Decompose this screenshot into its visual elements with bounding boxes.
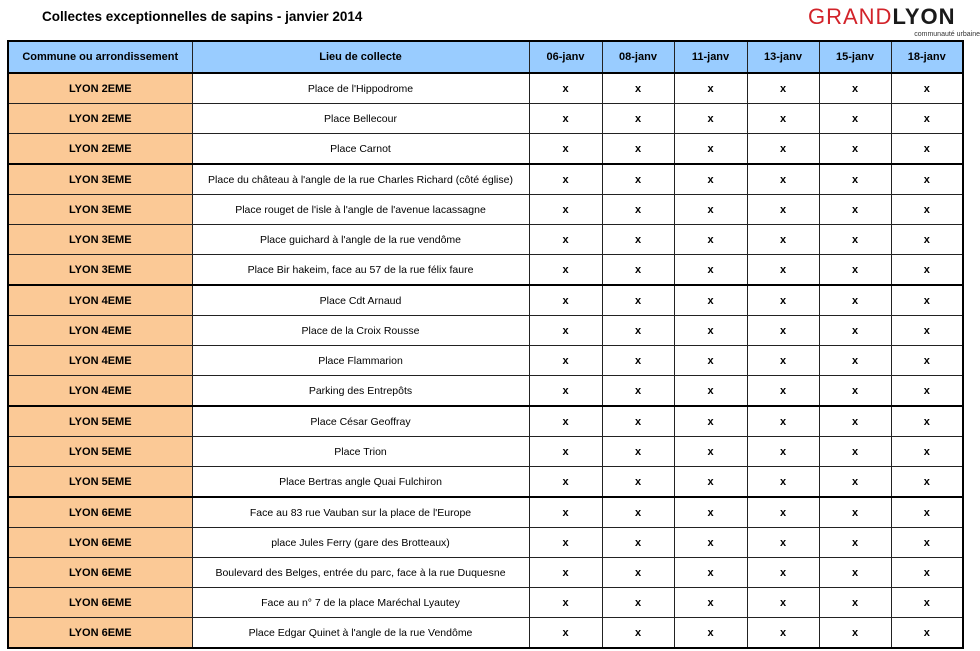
cell-commune: LYON 4EME	[8, 376, 192, 407]
table-row	[8, 376, 963, 407]
table-header-row	[8, 41, 963, 73]
cell-mark: x	[602, 73, 674, 104]
cell-commune: LYON 3EME	[8, 195, 192, 225]
table-row	[8, 195, 963, 225]
cell-mark: x	[747, 134, 819, 165]
cell-mark: x	[674, 437, 747, 467]
cell-mark: x	[602, 316, 674, 346]
cell-mark: x	[602, 255, 674, 286]
cell-mark: x	[602, 376, 674, 407]
cell-mark: x	[819, 437, 891, 467]
cell-mark: x	[747, 73, 819, 104]
cell-mark: x	[747, 225, 819, 255]
cell-lieu: Parking des Entrepôts	[192, 376, 529, 407]
header-date: 15-janv	[819, 41, 891, 73]
cell-mark: x	[674, 73, 747, 104]
cell-commune: LYON 6EME	[8, 558, 192, 588]
cell-mark: x	[529, 285, 602, 316]
cell-mark: x	[819, 558, 891, 588]
header-commune: Commune ou arrondissement	[8, 41, 192, 73]
cell-mark: x	[674, 104, 747, 134]
cell-mark: x	[529, 346, 602, 376]
cell-mark: x	[529, 406, 602, 437]
cell-lieu: Place de la Croix Rousse	[192, 316, 529, 346]
cell-mark: x	[819, 406, 891, 437]
cell-mark: x	[529, 497, 602, 528]
cell-commune: LYON 4EME	[8, 316, 192, 346]
table-row	[8, 255, 963, 286]
cell-mark: x	[602, 285, 674, 316]
table-row	[8, 558, 963, 588]
cell-mark: x	[891, 73, 963, 104]
cell-commune: LYON 5EME	[8, 437, 192, 467]
cell-mark: x	[674, 346, 747, 376]
table-row	[8, 104, 963, 134]
cell-commune: LYON 3EME	[8, 164, 192, 195]
cell-mark: x	[529, 134, 602, 165]
cell-lieu: Place Bertras angle Quai Fulchiron	[192, 467, 529, 498]
cell-mark: x	[602, 588, 674, 618]
cell-mark: x	[891, 437, 963, 467]
cell-mark: x	[674, 558, 747, 588]
cell-mark: x	[747, 588, 819, 618]
cell-lieu: Face au n° 7 de la place Maréchal Lyautey	[192, 588, 529, 618]
cell-mark: x	[602, 104, 674, 134]
cell-commune: LYON 2EME	[8, 104, 192, 134]
cell-mark: x	[529, 316, 602, 346]
cell-mark: x	[819, 376, 891, 407]
cell-lieu: Place Trion	[192, 437, 529, 467]
cell-mark: x	[674, 255, 747, 286]
table-row	[8, 346, 963, 376]
cell-commune: LYON 5EME	[8, 467, 192, 498]
cell-mark: x	[819, 467, 891, 498]
cell-mark: x	[747, 528, 819, 558]
cell-lieu: place Jules Ferry (gare des Brotteaux)	[192, 528, 529, 558]
cell-mark: x	[602, 164, 674, 195]
cell-mark: x	[891, 618, 963, 649]
cell-mark: x	[529, 255, 602, 286]
cell-lieu: Place Edgar Quinet à l'angle de la rue Vendôme	[192, 618, 529, 649]
cell-mark: x	[891, 346, 963, 376]
cell-lieu: Place de l'Hippodrome	[192, 73, 529, 104]
cell-mark: x	[819, 528, 891, 558]
cell-mark: x	[891, 528, 963, 558]
table-row	[8, 285, 963, 316]
cell-mark: x	[819, 346, 891, 376]
logo-grand-text: GRAND	[808, 4, 893, 29]
cell-commune: LYON 6EME	[8, 588, 192, 618]
cell-mark: x	[747, 316, 819, 346]
cell-mark: x	[674, 528, 747, 558]
cell-mark: x	[747, 285, 819, 316]
header-lieu: Lieu de collecte	[192, 41, 529, 73]
logo-subtitle: communauté urbaine	[914, 31, 980, 38]
cell-mark: x	[891, 588, 963, 618]
cell-mark: x	[674, 134, 747, 165]
cell-mark: x	[529, 558, 602, 588]
cell-mark: x	[529, 467, 602, 498]
cell-mark: x	[747, 104, 819, 134]
cell-mark: x	[674, 225, 747, 255]
cell-mark: x	[602, 618, 674, 649]
table-row	[8, 528, 963, 558]
cell-mark: x	[891, 255, 963, 286]
cell-mark: x	[891, 104, 963, 134]
cell-mark: x	[674, 316, 747, 346]
table-row	[8, 134, 963, 165]
cell-mark: x	[602, 467, 674, 498]
cell-commune: LYON 2EME	[8, 134, 192, 165]
cell-mark: x	[891, 285, 963, 316]
cell-mark: x	[747, 467, 819, 498]
cell-mark: x	[529, 528, 602, 558]
cell-mark: x	[674, 497, 747, 528]
logo-lyon-text: LYON	[892, 4, 956, 29]
cell-commune: LYON 3EME	[8, 255, 192, 286]
table-row	[8, 497, 963, 528]
table-row	[8, 164, 963, 195]
table-row	[8, 437, 963, 467]
cell-lieu: Place rouget de l'isle à l'angle de l'avenue lacassagne	[192, 195, 529, 225]
table-row	[8, 588, 963, 618]
cell-mark: x	[747, 376, 819, 407]
header-date: 08-janv	[602, 41, 674, 73]
cell-mark: x	[891, 195, 963, 225]
header-date: 18-janv	[891, 41, 963, 73]
cell-commune: LYON 6EME	[8, 618, 192, 649]
cell-mark: x	[602, 195, 674, 225]
cell-mark: x	[819, 134, 891, 165]
cell-mark: x	[674, 406, 747, 437]
cell-commune: LYON 4EME	[8, 346, 192, 376]
cell-lieu: Face au 83 rue Vauban sur la place de l'Europe	[192, 497, 529, 528]
cell-mark: x	[891, 134, 963, 165]
cell-mark: x	[602, 225, 674, 255]
cell-mark: x	[602, 437, 674, 467]
cell-mark: x	[747, 497, 819, 528]
cell-lieu: Place Carnot	[192, 134, 529, 165]
cell-mark: x	[819, 225, 891, 255]
cell-mark: x	[819, 618, 891, 649]
cell-mark: x	[602, 134, 674, 165]
cell-commune: LYON 2EME	[8, 73, 192, 104]
cell-mark: x	[891, 467, 963, 498]
cell-mark: x	[674, 164, 747, 195]
cell-mark: x	[891, 497, 963, 528]
cell-mark: x	[674, 376, 747, 407]
header-date: 13-janv	[747, 41, 819, 73]
table-row	[8, 406, 963, 437]
cell-commune: LYON 5EME	[8, 406, 192, 437]
table-row	[8, 618, 963, 649]
cell-lieu: Place Bir hakeim, face au 57 de la rue félix faure	[192, 255, 529, 286]
cell-mark: x	[819, 316, 891, 346]
cell-mark: x	[819, 164, 891, 195]
cell-mark: x	[819, 104, 891, 134]
cell-lieu: Place guichard à l'angle de la rue vendôme	[192, 225, 529, 255]
cell-mark: x	[891, 558, 963, 588]
cell-mark: x	[529, 376, 602, 407]
cell-mark: x	[529, 225, 602, 255]
table-row	[8, 316, 963, 346]
cell-mark: x	[819, 285, 891, 316]
cell-lieu: Place Bellecour	[192, 104, 529, 134]
cell-mark: x	[529, 437, 602, 467]
cell-mark: x	[819, 588, 891, 618]
cell-mark: x	[529, 104, 602, 134]
cell-mark: x	[602, 406, 674, 437]
cell-mark: x	[819, 497, 891, 528]
cell-lieu: Place César Geoffray	[192, 406, 529, 437]
cell-mark: x	[529, 588, 602, 618]
cell-mark: x	[747, 437, 819, 467]
cell-mark: x	[819, 195, 891, 225]
header-date: 11-janv	[674, 41, 747, 73]
cell-mark: x	[891, 376, 963, 407]
cell-mark: x	[747, 346, 819, 376]
cell-mark: x	[747, 406, 819, 437]
cell-mark: x	[674, 285, 747, 316]
cell-mark: x	[674, 618, 747, 649]
cell-mark: x	[891, 225, 963, 255]
cell-mark: x	[891, 316, 963, 346]
cell-mark: x	[891, 164, 963, 195]
cell-mark: x	[602, 497, 674, 528]
cell-mark: x	[891, 406, 963, 437]
cell-mark: x	[819, 255, 891, 286]
collection-table	[7, 40, 964, 649]
header-date: 06-janv	[529, 41, 602, 73]
cell-mark: x	[747, 558, 819, 588]
cell-lieu: Place du château à l'angle de la rue Charles Richard (côté église)	[192, 164, 529, 195]
cell-commune: LYON 3EME	[8, 225, 192, 255]
grandlyon-logo	[808, 4, 980, 36]
cell-mark: x	[602, 346, 674, 376]
cell-mark: x	[602, 558, 674, 588]
cell-lieu: Place Flammarion	[192, 346, 529, 376]
table-row	[8, 225, 963, 255]
cell-mark: x	[529, 618, 602, 649]
cell-mark: x	[674, 588, 747, 618]
cell-mark: x	[602, 528, 674, 558]
table-row	[8, 467, 963, 498]
cell-mark: x	[529, 195, 602, 225]
cell-mark: x	[747, 195, 819, 225]
cell-mark: x	[747, 164, 819, 195]
cell-lieu: Place Cdt Arnaud	[192, 285, 529, 316]
cell-mark: x	[529, 73, 602, 104]
cell-commune: LYON 6EME	[8, 528, 192, 558]
cell-mark: x	[674, 195, 747, 225]
cell-commune: LYON 4EME	[8, 285, 192, 316]
cell-mark: x	[747, 618, 819, 649]
cell-mark: x	[674, 467, 747, 498]
cell-mark: x	[529, 164, 602, 195]
cell-lieu: Boulevard des Belges, entrée du parc, face à la rue Duquesne	[192, 558, 529, 588]
page-title: Collectes exceptionnelles de sapins - janvier 2014	[42, 9, 363, 24]
cell-mark: x	[819, 73, 891, 104]
cell-commune: LYON 6EME	[8, 497, 192, 528]
table-row	[8, 73, 963, 104]
cell-mark: x	[747, 255, 819, 286]
